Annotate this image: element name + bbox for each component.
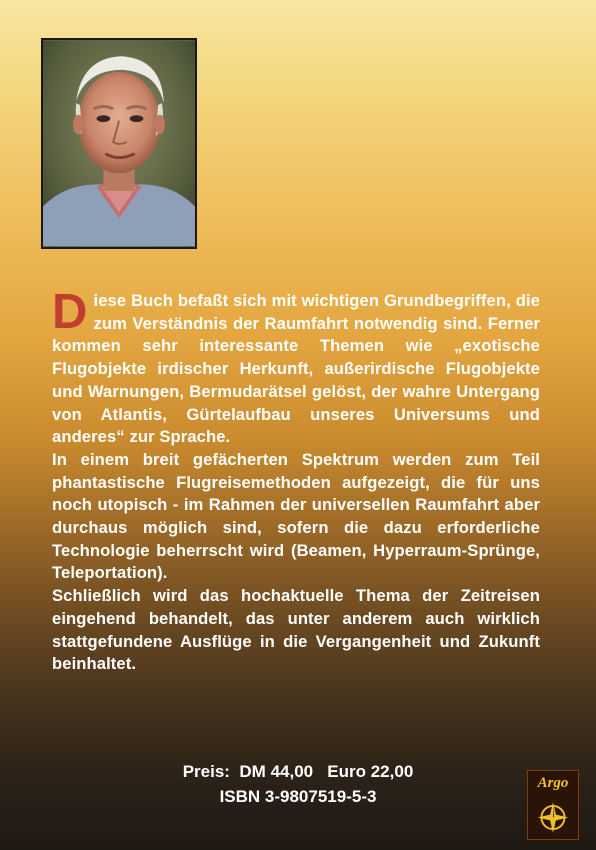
description-paragraph-1-text: iese Buch befaßt sich mit wichtigen Grundbegriffen, die zum Verständnis der Raumfahrt notwendig sind. Ferner kommen sehr interessante Themen wie „exotische Flugobjekte irdischer Herkunft, außerirdische Flugobjekte und Warnungen, Bermudarätsel gelöst, der wahre Untergang von Atlantis, Gürtelaufbau unseres Universums und anderes“ zur Sprache. [52,291,540,447]
price-line [0,762,596,782]
publisher-logo [527,770,579,840]
isbn-number: ISBN 3-9807519-5-3 [219,787,377,806]
description-paragraph-2: In einem breit gefächerten Spektrum werden zum Teil phantastische Flugreisemethoden aufgezeigt, die für uns noch utopisch - im Rahmen der universellen Raumfahrt aber durchaus möglich sind, sofern die dazu erforderliche Technologie beherrscht wird (Beamen, Hyperraum-Sprünge, Teleportation). [52,449,540,583]
price-label: Preis: [182,762,230,781]
price-dm: DM 44,00 [239,762,314,781]
book-description [52,285,540,676]
price-euro: Euro 22,00 [327,762,414,781]
drop-cap-letter: D [52,285,88,339]
description-paragraph-3: Schließlich wird das hochaktuelle Thema der Zeitreisen eingehend behandelt, das unter anderem auch wirklich stattgefundene Ausflüge in die Vergangenheit und Zukunft beinhaltet. [52,586,540,674]
description-paragraph-1 [52,285,540,449]
author-photo-image [43,40,195,247]
author-portrait [41,38,197,249]
logo-text: Argo [537,775,569,791]
isbn-line [0,787,596,807]
